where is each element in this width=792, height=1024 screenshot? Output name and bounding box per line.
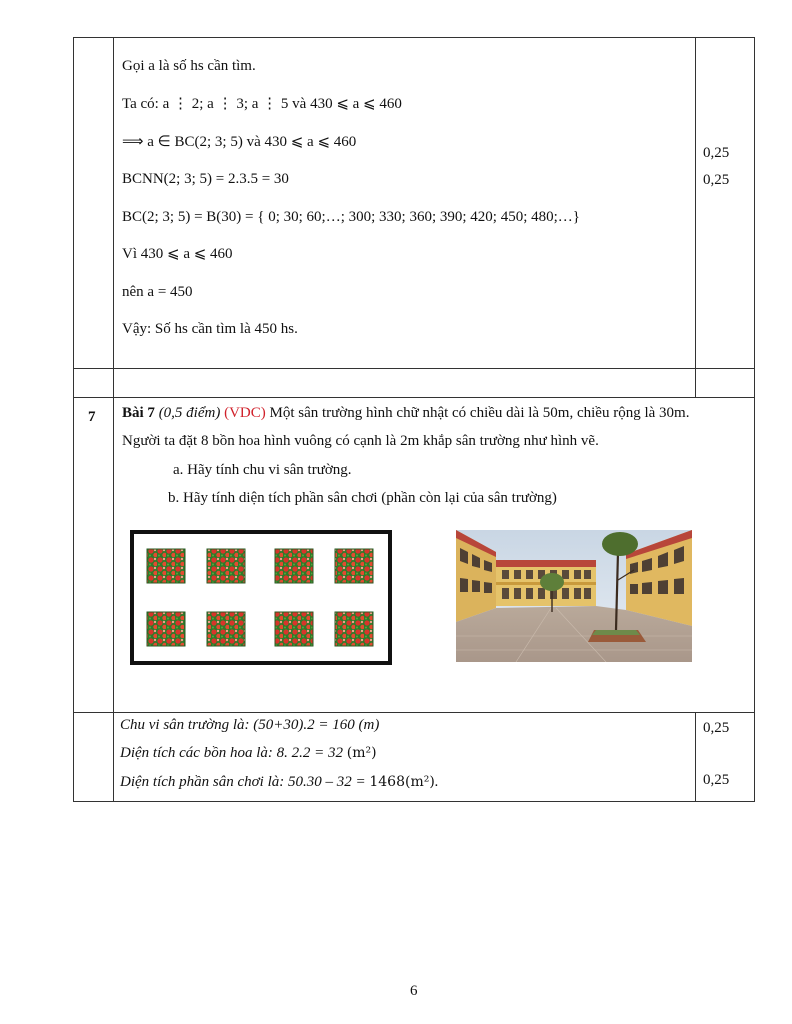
solution7-line3 (120, 773, 439, 791)
solution7-line3-math: 1468(m²) (369, 774, 435, 790)
problem-text: Một sân trường hình chữ nhật có chiều dài là 50m, chiều rộng là 30m. (269, 405, 690, 421)
problem-level: (VDC) (224, 405, 266, 421)
solution-line: ⟹ a ∈ BC(2; 3; 5) và 430 ⩽ a ⩽ 460 (122, 134, 357, 150)
problem-statement-line2: Người ta đặt 8 bồn hoa hình vuông có cạnh là 2m khắp sân trường như hình vẽ. (122, 433, 599, 449)
score: 0,25 (703, 172, 730, 188)
flowerbed (207, 549, 245, 583)
problem-statement-line1 (122, 404, 689, 422)
flowerbed (335, 549, 373, 583)
flowerbed (147, 549, 185, 583)
table-border-right (754, 37, 755, 801)
school-courtyard-photo (456, 530, 692, 662)
flowerbed-diagram (130, 530, 392, 665)
flowerbed (207, 612, 245, 646)
flowerbed (275, 549, 313, 583)
table-col-divider-2b (695, 712, 696, 801)
table-border-bottom (73, 801, 755, 802)
problem-points: (0,5 điểm) (158, 405, 221, 421)
solution-line: Gọi a là số hs cần tìm. (122, 58, 256, 74)
solution7-line3-text: Diện tích phần sân chơi là: 50.30 – 32 = (120, 774, 370, 790)
table-border-top (73, 37, 755, 38)
solution-line: Ta có: a ⋮ 2; a ⋮ 3; a ⋮ 5 và 430 ⩽ a ⩽ 460 (122, 96, 402, 112)
solution-line: Vì 430 ⩽ a ⩽ 460 (122, 246, 233, 262)
solution-line: BC(2; 3; 5) = B(30) = { 0; 30; 60;…; 300; 330; 360; 390; 420; 450; 480;…} (122, 209, 580, 225)
solution7-line2-text: Diện tích các bồn hoa là: 8. 2.2 = 32 (120, 745, 347, 761)
score: 0,25 (703, 720, 730, 736)
table-row-line-1 (73, 368, 755, 369)
problem-title: Bài 7 (122, 405, 155, 421)
solution7-line2-unit: (m²) (346, 745, 377, 761)
problem-item-a: a. Hãy tính chu vi sân trường. (173, 462, 352, 478)
solution7-line1: Chu vi sân trường là: (50+30).2 = 160 (m) (120, 717, 380, 733)
solution-line: BCNN(2; 3; 5) = 2.3.5 = 30 (122, 171, 289, 187)
table-col-divider-1 (113, 37, 114, 801)
table-row-line-3 (73, 712, 755, 713)
solution7-line2 (120, 744, 377, 762)
solution-line: nên a = 450 (122, 284, 193, 300)
flowerbed (147, 612, 185, 646)
page-number: 6 (410, 983, 418, 999)
flowerbed (335, 612, 373, 646)
table-row-line-2 (73, 397, 755, 398)
problem-item-b: b. Hãy tính diện tích phần sân chơi (phần còn lại của sân trường) (168, 490, 557, 506)
score: 0,25 (703, 145, 730, 161)
problem-number: 7 (88, 409, 96, 425)
score: 0,25 (703, 772, 730, 788)
solution7-line3-end: . (434, 774, 439, 790)
table-border-left (73, 37, 74, 801)
table-col-divider-2a (695, 37, 696, 397)
flowerbed (275, 612, 313, 646)
solution-line: Vậy: Số hs cần tìm là 450 hs. (122, 321, 298, 337)
